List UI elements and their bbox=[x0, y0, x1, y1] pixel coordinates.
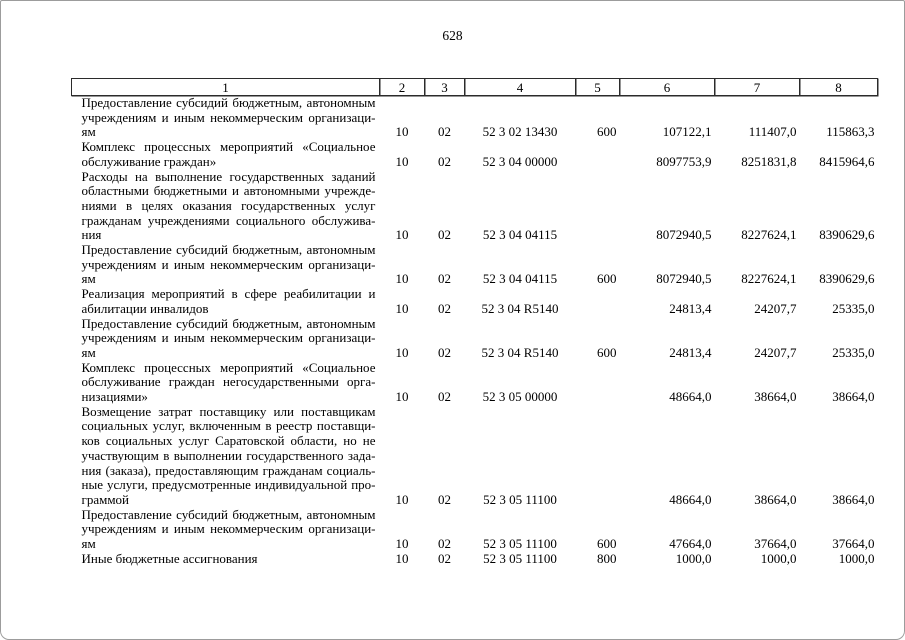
sum1-cell: 24813,4 bbox=[669, 344, 712, 360]
sum3-cell: 37664,0 bbox=[832, 536, 875, 552]
table-row bbox=[72, 361, 878, 405]
podrazdel-cell: 02 bbox=[438, 153, 451, 169]
razdel-cell: 10 bbox=[395, 227, 409, 243]
column-header-4: 4 bbox=[465, 79, 576, 96]
table-row bbox=[72, 96, 878, 141]
sum3-cell: 115863,3 bbox=[826, 124, 875, 140]
sum3-cell: 25335,0 bbox=[832, 300, 875, 316]
podrazdel-cell: 02 bbox=[438, 344, 451, 360]
table-row bbox=[72, 287, 878, 316]
sum1-cell: 47664,0 bbox=[669, 536, 712, 552]
sum2-cell: 1000,0 bbox=[760, 550, 797, 566]
razdel-cell: 10 bbox=[395, 271, 409, 287]
sum3-cell: 38664,0 bbox=[832, 491, 875, 507]
table-row bbox=[72, 405, 878, 508]
expense-type-cell: 600 bbox=[597, 271, 617, 287]
sum3-cell: 38664,0 bbox=[832, 389, 875, 405]
table-row bbox=[72, 552, 878, 567]
sum3-cell: 8390629,6 bbox=[819, 271, 875, 287]
expense-name-cell: Иные бюджетные ассигнования bbox=[81, 550, 258, 566]
razdel-cell: 10 bbox=[395, 536, 409, 552]
expense-name-cell: Комплекс процессных мероприятий «Социальное обслуживание граждан негосударственными орга- низациями» bbox=[81, 359, 376, 405]
column-header-8: 8 bbox=[800, 79, 878, 96]
expense-type-cell bbox=[576, 140, 620, 169]
table-header-row bbox=[72, 79, 878, 96]
podrazdel-cell: 02 bbox=[438, 491, 451, 507]
podrazdel-cell: 02 bbox=[438, 536, 451, 552]
razdel-cell: 10 bbox=[395, 389, 409, 405]
column-header-5: 5 bbox=[576, 79, 620, 96]
column-header-3: 3 bbox=[425, 79, 465, 96]
expense-type-cell bbox=[576, 361, 620, 405]
target-article-cell: 52 3 02 13430 bbox=[482, 124, 558, 140]
razdel-cell: 10 bbox=[395, 550, 409, 566]
sum1-cell: 24813,4 bbox=[669, 300, 712, 316]
sum3-cell: 8415964,6 bbox=[819, 153, 875, 169]
sum2-cell: 8251831,8 bbox=[741, 153, 797, 169]
podrazdel-cell: 02 bbox=[438, 227, 451, 243]
expense-name-cell: Предоставление субсидий бюджетным, автономным учреждениям и иным некоммерческим организаци- ям bbox=[81, 242, 376, 287]
razdel-cell: 10 bbox=[395, 491, 409, 507]
expense-type-cell: 800 bbox=[597, 550, 617, 566]
table-row bbox=[72, 317, 878, 361]
expense-name-cell: Реализация мероприятий в сфере реабилитации и абилитации инвалидов bbox=[81, 286, 376, 316]
razdel-cell: 10 bbox=[395, 300, 409, 316]
sum1-cell: 107122,1 bbox=[662, 124, 712, 140]
expense-type-cell bbox=[576, 170, 620, 244]
sum2-cell: 111407,0 bbox=[748, 124, 797, 140]
expense-type-cell: 600 bbox=[597, 124, 617, 140]
expense-name-cell: Расходы на выполнение государственных заданий областными бюджетными и автономными учрежде- ниями в целях оказания государственных услуг гражданам учреждениями социального обслужива- ния bbox=[81, 168, 376, 243]
expense-name-cell: Возмещение затрат поставщику или поставщикам социальных услуг, включенным в реестр поставщи- ков социальных услуг Саратовской области, но не участвующим в выполнении государственного зада- ния (заказа), предоставляющим гражданам социаль- ные услуги, предусмотренные индивидуальной про- граммой bbox=[81, 403, 376, 507]
sum1-cell: 8097753,9 bbox=[656, 153, 712, 169]
target-article-cell: 52 3 05 11100 bbox=[483, 550, 557, 566]
target-article-cell: 52 3 04 00000 bbox=[482, 153, 558, 169]
expense-type-cell: 600 bbox=[597, 344, 617, 360]
sum2-cell: 24207,7 bbox=[754, 344, 797, 360]
expense-name-cell: Предоставление субсидий бюджетным, автономным учреждениям и иным некоммерческим организаци- ям bbox=[81, 95, 376, 140]
target-article-cell: 52 3 05 11100 bbox=[483, 491, 557, 507]
podrazdel-cell: 02 bbox=[438, 389, 451, 405]
sum2-cell: 8227624,1 bbox=[741, 227, 797, 243]
table-row bbox=[72, 508, 878, 552]
podrazdel-cell: 02 bbox=[438, 300, 451, 316]
page-number: 628 bbox=[442, 28, 463, 43]
podrazdel-cell: 02 bbox=[438, 550, 451, 566]
target-article-cell: 52 3 04 04115 bbox=[482, 271, 558, 287]
target-article-cell: 52 3 05 00000 bbox=[482, 389, 558, 405]
sum3-cell: 8390629,6 bbox=[819, 227, 875, 243]
target-article-cell: 52 3 04 04115 bbox=[482, 227, 558, 243]
table-row bbox=[72, 243, 878, 287]
target-article-cell: 52 3 04 R5140 bbox=[481, 300, 559, 316]
column-header-7: 7 bbox=[715, 79, 800, 96]
sum1-cell: 48664,0 bbox=[669, 491, 712, 507]
sum1-cell: 48664,0 bbox=[669, 389, 712, 405]
expense-type-cell bbox=[576, 287, 620, 316]
budget-table bbox=[71, 78, 878, 567]
podrazdel-cell: 02 bbox=[438, 124, 451, 140]
table-row bbox=[72, 140, 878, 169]
column-header-1: 1 bbox=[72, 79, 380, 96]
sum1-cell: 8072940,5 bbox=[656, 227, 712, 243]
expense-name-cell: Комплекс процессных мероприятий «Социальное обслуживание граждан» bbox=[81, 139, 376, 169]
razdel-cell: 10 bbox=[395, 153, 409, 169]
sum2-cell: 8227624,1 bbox=[741, 271, 797, 287]
sum3-cell: 25335,0 bbox=[832, 344, 875, 360]
sum3-cell: 1000,0 bbox=[838, 550, 875, 566]
podrazdel-cell: 02 bbox=[438, 271, 451, 287]
sum1-cell: 1000,0 bbox=[675, 550, 712, 566]
sum2-cell: 37664,0 bbox=[754, 536, 797, 552]
column-header-2: 2 bbox=[380, 79, 425, 96]
razdel-cell: 10 bbox=[395, 124, 409, 140]
target-article-cell: 52 3 04 R5140 bbox=[481, 344, 559, 360]
razdel-cell: 10 bbox=[395, 344, 409, 360]
sum2-cell: 24207,7 bbox=[754, 300, 797, 316]
sum2-cell: 38664,0 bbox=[754, 389, 797, 405]
table-row bbox=[72, 170, 878, 244]
expense-name-cell: Предоставление субсидий бюджетным, автономным учреждениям и иным некоммерческим организаци- ям bbox=[81, 506, 376, 552]
sum1-cell: 8072940,5 bbox=[656, 271, 712, 287]
target-article-cell: 52 3 05 11100 bbox=[483, 536, 557, 552]
sum2-cell: 38664,0 bbox=[754, 491, 797, 507]
expense-name-cell: Предоставление субсидий бюджетным, автономным учреждениям и иным некоммерческим организаци- ям bbox=[81, 315, 376, 360]
expense-type-cell bbox=[576, 405, 620, 508]
column-header-6: 6 bbox=[620, 79, 715, 96]
expense-type-cell: 600 bbox=[597, 536, 617, 552]
